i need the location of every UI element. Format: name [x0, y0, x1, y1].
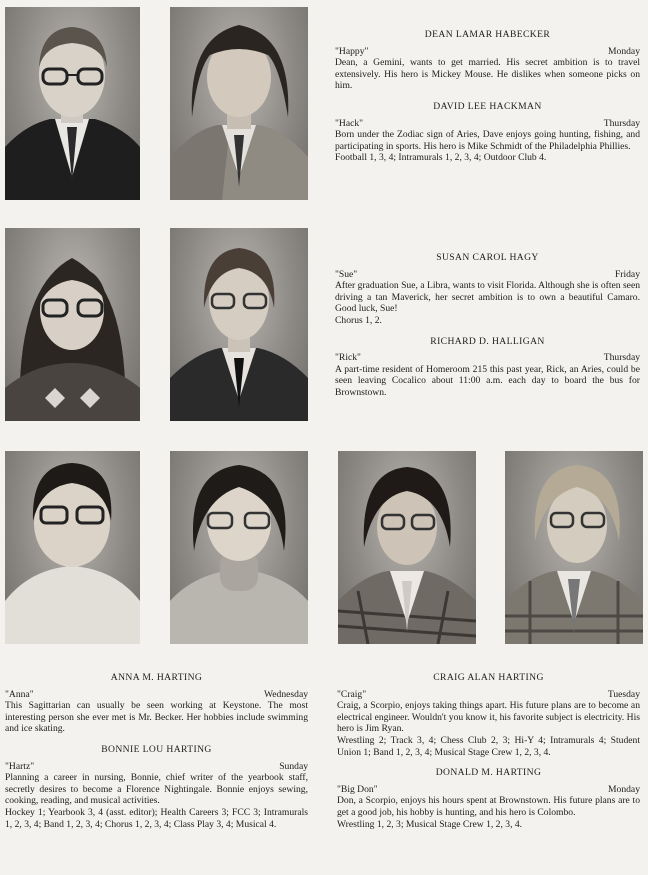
entry-meta	[335, 46, 640, 58]
student-name: CRAIG ALAN HARTING	[433, 672, 544, 683]
entry-meta	[335, 352, 640, 364]
bio-column-middle	[335, 252, 640, 408]
homeroom-day: Tuesday	[607, 688, 640, 700]
portrait-donald-harting	[505, 451, 643, 644]
bio-column-top	[335, 29, 640, 173]
entry-meta	[337, 689, 640, 701]
entry-meta	[5, 689, 308, 701]
entry-susan-hagy	[335, 252, 640, 327]
nickname: "Hack"	[335, 117, 364, 129]
homeroom-day: Wednesday	[264, 688, 308, 700]
entry-anna-harting	[5, 672, 308, 735]
entry-meta	[5, 761, 308, 773]
student-name: SUSAN CAROL HAGY	[436, 252, 539, 263]
bio-text: Dean, a Gemini, wants to get married. His secret ambition is to travel extensively. His hero is Mickey Mouse. He dislikes when someone picks on him.	[335, 57, 640, 92]
student-name: DONALD M. HARTING	[435, 767, 542, 779]
nickname: "Big Don"	[337, 783, 378, 795]
bio-text: Don, a Scorpio, enjoys his hours spent at Brownstown. His future plans are to get a good job, his hobby is hunting, and his hero is Colombo.	[337, 795, 640, 818]
nickname: "Happy"	[335, 45, 369, 57]
activities: Wrestling 2; Track 3, 4; Chess Club 2, 3; Hi-Y 4; Intramurals 4; Student Union 1; Band 1, 2, 3, 4; Musical Stage Crew 1, 2, 3, 4.	[337, 734, 640, 758]
bio-text: Craig, a Scorpio, enjoys taking things apart. His future plans are to become an electrical engineer. Wouldn't you know it, his favorite subject is electricity. His hero is Jim Ryan.	[337, 700, 640, 735]
homeroom-day: Monday	[608, 45, 640, 57]
student-name: DAVID LEE HACKMAN	[433, 100, 542, 112]
bio-text: Born under the Zodiac sign of Aries, Dave enjoys going hunting, fishing, and participating in sports. His hero is Mike Schmidt of the Philadelphia Phillies.	[335, 129, 640, 152]
activities: Wrestling 1, 2, 3; Musical Stage Crew 1, 2, 3, 4.	[337, 818, 523, 830]
portrait-susan-hagy	[5, 228, 140, 421]
student-name: DEAN LAMAR HABECKER	[424, 29, 551, 40]
entry-david-hackman	[335, 101, 640, 164]
homeroom-day: Monday	[608, 783, 640, 795]
homeroom-day: Friday	[614, 268, 640, 280]
activities: Football 1, 3, 4; Intramurals 1, 2, 3, 4; Outdoor Club 4.	[335, 152, 547, 164]
nickname: "Anna"	[5, 688, 34, 700]
bio-text: After graduation Sue, a Libra, wants to visit Florida. Although she is often seen driving a tan Maverick, her secret ambition is to own a beautiful Camaro. Good luck, Sue!	[335, 280, 640, 315]
nickname: "Craig"	[337, 688, 367, 700]
portrait-anna-harting	[5, 451, 140, 644]
entry-meta	[335, 118, 640, 130]
student-name: BONNIE LOU HARTING	[101, 743, 212, 755]
portrait-richard-halligan	[170, 228, 308, 421]
student-name: ANNA M. HARTING	[110, 672, 203, 683]
nickname: "Hartz"	[5, 760, 35, 772]
activities: Chorus 1, 2.	[335, 314, 382, 326]
portrait-david-hackman	[170, 7, 308, 200]
bio-column-bottom-left	[5, 672, 308, 839]
entry-meta	[337, 784, 640, 796]
homeroom-day: Sunday	[279, 760, 308, 772]
bio-text: This Sagittarian can usually be seen working at Keystone. The most interesting person she ever met is Mr. Becker. Her hobbies include swimming and ice skating.	[5, 700, 308, 735]
student-name: RICHARD D. HALLIGAN	[430, 335, 545, 347]
entry-bonnie-harting	[5, 744, 308, 830]
bio-text: Planning a career in nursing, Bonnie, chief writer of the yearbook staff, secretly desires to become a Florence Nightingale. Bonnie enjoys sewing, cooking, reading, and musical activities.	[5, 772, 308, 807]
bio-column-bottom-right	[337, 672, 640, 839]
entry-dean-habecker	[335, 29, 640, 92]
nickname: "Rick"	[335, 352, 361, 364]
bio-text: A part-time resident of Homeroom 215 this past year, Rick, an Aries, could be seen leaving Cocalico about 11:00 a.m. each day to board the bus for Brownstown.	[335, 363, 640, 398]
portrait-bonnie-harting	[170, 451, 308, 644]
entry-donald-harting	[337, 767, 640, 830]
portrait-craig-harting	[338, 451, 476, 644]
homeroom-day: Thursday	[603, 352, 640, 364]
activities: Hockey 1; Yearbook 3, 4 (asst. editor); Health Careers 3; FCC 3; Intramurals 1, 2, 3, 4; Band 1, 2, 3, 4; Chorus 1, 2, 3, 4; Class Play 3, 4; Musical 4.	[5, 806, 308, 830]
portrait-dean-habecker	[5, 7, 140, 200]
entry-richard-halligan	[335, 336, 640, 399]
nickname: "Sue"	[335, 268, 358, 280]
entry-meta	[335, 269, 640, 281]
homeroom-day: Thursday	[603, 117, 640, 129]
entry-craig-harting	[337, 672, 640, 758]
